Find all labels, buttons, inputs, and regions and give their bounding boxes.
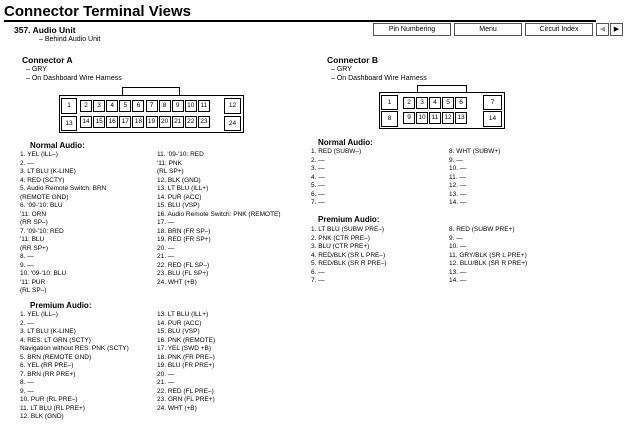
- connector-a-location: – On Dashboard Wire Harness: [26, 75, 122, 82]
- pin-list-item: 4. RED (SCTY): [20, 176, 65, 184]
- pin-list-item: 4. RES: LT GRN (SCTY): [20, 336, 91, 344]
- pin-list-item: 11. —: [449, 173, 466, 181]
- pin-list-item: 12. —: [449, 182, 467, 189]
- pin-list-item: 7. BRN (RR PRE+): [20, 370, 76, 378]
- pin-list-item: 14. PUR (ACC): [157, 319, 202, 327]
- connector-pin: 4: [106, 100, 118, 112]
- connector-pin: 6: [132, 100, 144, 112]
- pin-list-item: 23. BLU (FL SP+): [157, 270, 209, 277]
- b-premium-heading: Premium Audio:: [318, 215, 380, 224]
- connector-a-title: Connector A: [22, 55, 73, 65]
- connector-a-color: – GRY: [26, 66, 47, 73]
- connector-pin: 1: [381, 95, 398, 110]
- pin-list-item: (RR SP+): [20, 244, 48, 252]
- pin-list-item: 16. Audio Remote Switch: PNK (REMOTE): [157, 210, 281, 218]
- pin-list-item: 5. RED/BLK (SR R PRE–): [311, 260, 387, 267]
- connector-pin: 10: [185, 100, 197, 112]
- pin-list-item: 9. —: [449, 156, 463, 164]
- pin-list-item: 10. '09-'10: BLU: [20, 270, 67, 277]
- pin-list-item: 9. —: [20, 387, 34, 395]
- prev-arrow-icon[interactable]: ◀: [596, 23, 609, 36]
- pin-list-item: 1. LT BLU (SUBW PRE–): [311, 226, 385, 233]
- pin-list-item: 12. BLK (GND): [157, 176, 201, 184]
- pin-list-item: 3. LT BLU (K-LINE): [20, 168, 76, 175]
- pin-list-item: 18. BRN (FR SP–): [157, 227, 211, 235]
- pin-list-item: '11: ORN: [20, 210, 47, 218]
- pin-list-item: 12. BLK (GND): [20, 413, 64, 420]
- pin-list-item: 9. —: [20, 261, 34, 269]
- pin-list-item: 7. '09-'10: RED: [20, 227, 64, 235]
- pin-list-item: Navigation without RES: PNK (SCTY): [20, 345, 129, 352]
- connector-pin: 20: [159, 116, 171, 128]
- pin-list-item: 20. —: [157, 244, 175, 252]
- connector-pin: 12: [442, 112, 454, 124]
- pin-list-item: '11: PNK: [157, 159, 182, 167]
- a-premium-left-list: [20, 311, 129, 422]
- connector-pin: 9: [172, 100, 184, 112]
- pin-list-item: 2. —: [20, 319, 34, 327]
- connector-pin: 1: [61, 98, 77, 114]
- connector-pin: 3: [93, 100, 105, 112]
- section-heading: 357. Audio Unit: [14, 25, 76, 35]
- a-premium-heading: Premium Audio:: [30, 301, 92, 310]
- pin-list-item: 19. RED (FR SP+): [157, 236, 211, 243]
- connector-pin: 2: [80, 100, 92, 112]
- pin-list-item: 5. BRN (REMOTE GND): [20, 353, 92, 361]
- pin-list-item: 10. —: [449, 165, 467, 172]
- pin-list-item: 4. —: [311, 173, 325, 181]
- pin-list-item: 11. '09-'10: RED: [157, 151, 204, 158]
- pin-list-item: 8. —: [20, 379, 34, 386]
- pin-list-item: 1. YEL (ILL–): [20, 311, 58, 318]
- pin-list-item: 13. LT BLU (ILL+): [157, 185, 209, 192]
- pin-list-item: '11: PUR: [20, 278, 46, 286]
- pin-list-item: 10. PUR (RL PRE–): [20, 396, 78, 403]
- connector-pin: 14: [80, 116, 92, 128]
- pin-list-item: 21. —: [157, 253, 175, 260]
- connector-pin: 11: [429, 112, 441, 124]
- connector-a-latch: [122, 87, 180, 96]
- pin-list-item: 15. BLU (VSP): [157, 202, 200, 209]
- a-normal-heading: Normal Audio:: [30, 141, 85, 150]
- pin-list-item: 6. '09-'10: BLU: [20, 202, 63, 209]
- pin-list-item: 10. —: [449, 243, 467, 250]
- pin-list-item: 9. —: [449, 234, 463, 242]
- pin-list-item: 14. —: [449, 277, 467, 284]
- title-rule: [4, 20, 596, 22]
- pin-list-item: 7. —: [311, 277, 325, 284]
- a-normal-left-list: [20, 151, 106, 296]
- pin-list-item: 3. LT BLU (K-LINE): [20, 328, 76, 335]
- connector-pin: 6: [455, 97, 467, 109]
- connector-pin: 23: [198, 116, 210, 128]
- pin-list-item: 3. BLU (CTR PRE+): [311, 243, 370, 250]
- connector-pin: 13: [455, 112, 467, 124]
- a-premium-right-list: [157, 311, 215, 413]
- pin-list-item: 6. YEL (RR PRE–): [20, 362, 74, 369]
- connector-pin: 4: [429, 97, 441, 109]
- pin-list-item: 20. —: [157, 370, 175, 378]
- pin-list-item: 18. PNK (FR PRE–): [157, 353, 215, 361]
- pin-list-item: 2. —: [20, 159, 34, 167]
- pin-numbering-button[interactable]: Pin Numbering: [373, 23, 451, 36]
- b-normal-heading: Normal Audio:: [318, 138, 373, 147]
- pin-list-item: (REMOTE GND): [20, 193, 69, 201]
- pin-list-item: 22. RED (FL SP–): [157, 261, 210, 269]
- nav-bar: [373, 23, 624, 36]
- connector-pin: 7: [146, 100, 158, 112]
- pin-list-item: 1. YEL (ILL–): [20, 151, 58, 158]
- connector-pin: 15: [93, 116, 105, 128]
- pin-list-item: 5. —: [311, 182, 325, 189]
- connector-pin: 11: [198, 100, 210, 112]
- b-normal-right-list: [449, 148, 500, 208]
- pin-list-item: '11: BLU: [20, 236, 45, 243]
- pin-list-item: 5. Audio Remote Switch: BRN: [20, 185, 107, 192]
- pin-list-item: 1. RED (SUBW–): [311, 148, 362, 155]
- pin-list-item: (RR SP–): [20, 219, 48, 226]
- pin-list-item: 8. RED (SUBW PRE+): [449, 226, 515, 233]
- b-premium-left-list: [311, 226, 387, 286]
- pin-list-item: 14. PUR (ACC): [157, 193, 202, 201]
- connector-pin: 5: [442, 97, 454, 109]
- connector-b-location: – On Dashboard Wire Harness: [331, 75, 427, 82]
- pin-list-item: 8. WHT (SUBW+): [449, 148, 501, 155]
- connector-b-latch: [417, 85, 467, 93]
- pin-list-item: 13. —: [449, 190, 467, 198]
- next-arrow-icon[interactable]: ▶: [610, 23, 623, 36]
- connector-pin: 9: [403, 112, 415, 124]
- connector-pin: 16: [106, 116, 118, 128]
- b-premium-right-list: [449, 226, 527, 286]
- pin-list-item: 19. BLU (FR PRE+): [157, 362, 215, 369]
- pin-list-item: 3. —: [311, 165, 325, 172]
- pin-list-item: 23. GRN (FL PRE+): [157, 396, 215, 403]
- pin-list-item: 15. BLU (VSP): [157, 328, 200, 335]
- pin-list-item: 4. RED/BLK (SR L PRE–): [311, 251, 386, 259]
- connector-pin: 8: [381, 111, 398, 127]
- pin-list-item: 16. PNK (REMOTE): [157, 336, 216, 344]
- pin-list-item: (RL SP+): [157, 168, 184, 175]
- connector-pin: 24: [224, 116, 241, 131]
- connector-pin: 14: [483, 111, 502, 127]
- connector-pin: 13: [61, 116, 77, 131]
- connector-pin: 22: [185, 116, 197, 128]
- pin-list-item: 13. LT BLU (ILL+): [157, 311, 209, 318]
- pin-list-item: 2. —: [311, 156, 325, 164]
- pin-list-item: 22. RED (FL PRE–): [157, 387, 214, 395]
- connector-pin: 2: [403, 97, 415, 109]
- pin-list-item: 11. GRY/BLK (SR L PRE+): [449, 251, 527, 259]
- pin-list-item: 14. —: [449, 199, 467, 206]
- page-title: Connector Terminal Views: [4, 3, 191, 20]
- pin-list-item: 6. —: [311, 268, 325, 276]
- pin-list-item: 24. WHT (+B): [157, 278, 197, 286]
- connector-b-title: Connector B: [327, 55, 378, 65]
- menu-button[interactable]: Menu: [454, 23, 522, 36]
- pin-list-item: 2. PNK (CTR PRE–): [311, 234, 370, 242]
- connector-pin: 3: [416, 97, 428, 109]
- pin-list-item: 12. BLU/BLK (SR R PRE+): [449, 260, 528, 267]
- connector-pin: 21: [172, 116, 184, 128]
- connector-pin: 18: [132, 116, 144, 128]
- pin-list-item: (RL SP–): [20, 287, 47, 294]
- pin-list-item: 11. LT BLU (RL PRE+): [20, 404, 85, 412]
- pin-list-item: 7. —: [311, 199, 325, 206]
- pin-list-item: 6. —: [311, 190, 325, 198]
- pin-list-item: 17. YEL (SWD +B): [157, 345, 212, 352]
- pin-list-item: 13. —: [449, 268, 467, 276]
- connector-pin: 7: [483, 95, 502, 110]
- connector-pin: 8: [159, 100, 171, 112]
- circuit-index-button[interactable]: Circuit Index: [525, 23, 593, 36]
- a-normal-right-list: [157, 151, 281, 287]
- connector-pin: 19: [146, 116, 158, 128]
- pin-list-item: 8. —: [20, 253, 34, 260]
- pin-list-item: 24. WHT (+B): [157, 404, 197, 412]
- connector-b-color: – GRY: [331, 66, 352, 73]
- pin-list-item: 21. —: [157, 379, 175, 386]
- section-location: – Behind Audio Unit: [39, 36, 101, 43]
- connector-pin: 17: [119, 116, 131, 128]
- pin-list-item: 17. —: [157, 219, 175, 226]
- connector-pin: 5: [119, 100, 131, 112]
- connector-pin: 12: [224, 98, 241, 114]
- b-normal-left-list: [311, 148, 361, 208]
- connector-pin: 10: [416, 112, 428, 124]
